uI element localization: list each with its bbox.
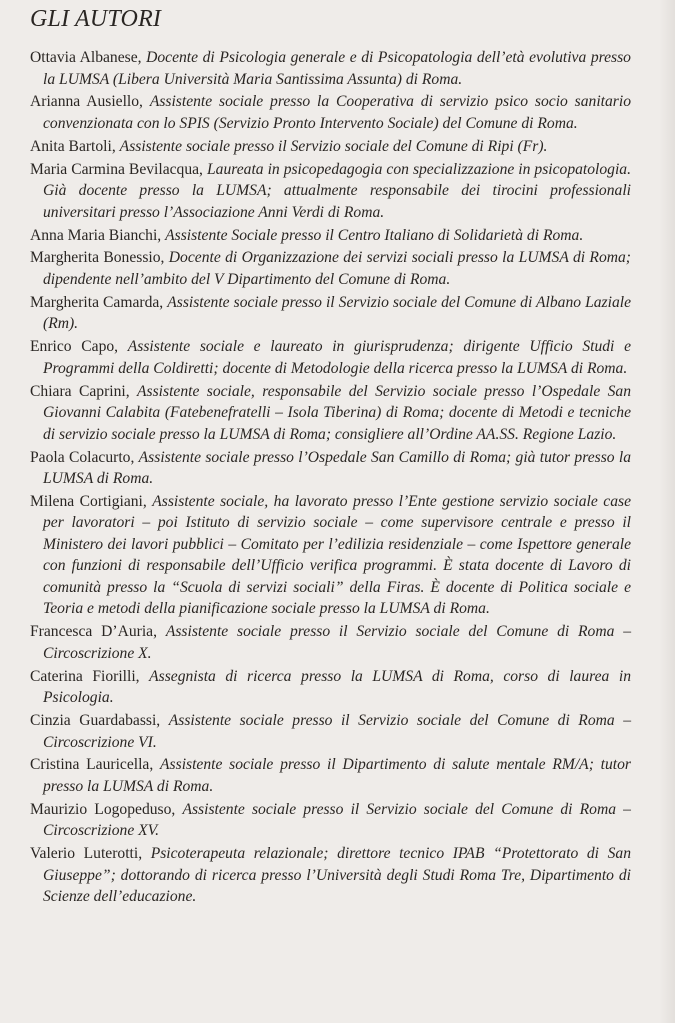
author-list <box>30 47 631 908</box>
author-entry <box>30 292 631 335</box>
author-entry <box>30 754 631 797</box>
author-name: Anita Bartoli, <box>30 137 116 155</box>
author-role: Assistente sociale, responsabile del Servizio sociale presso l’Ospedale San Giovanni Calabita (Fatebenefratelli – Isola Tiberina) di Roma; docente di Metodi e tecniche di servizio sociale presso la LUMSA di Roma; consigliere all’Ordine AA.SS. Regione Lazio. <box>43 382 632 443</box>
author-entry <box>30 381 631 446</box>
page-edge-shadow <box>659 0 675 1023</box>
page-title: GLI AUTORI <box>30 6 162 32</box>
author-name: Maurizio Logopeduso, <box>30 800 176 818</box>
author-entry <box>30 666 631 709</box>
author-name: Cristina Lauricella, <box>30 756 154 774</box>
author-name: Ottavia Albanese, <box>30 49 142 66</box>
author-role: Docente di Organizzazione dei servizi sociali presso la LUMSA di Roma; dipendente nell’ambito del V Dipartimento del Comune di Roma. <box>43 249 631 288</box>
author-entry <box>30 447 631 490</box>
author-role: Assistente sociale presso la Cooperativa di servizio psico socio sanitario convenzionata con lo SPIS (Servizio Pronto Intervento Sociale) del Comune di Roma. <box>43 93 631 132</box>
author-name: Paola Colacurto, <box>30 448 135 466</box>
author-name: Chiara Caprini, <box>30 382 130 400</box>
author-role: Assistente sociale presso il Servizio sociale del Comune di Roma – Circoscrizione VI. <box>43 712 631 751</box>
author-entry <box>30 225 631 247</box>
author-role: Assistente sociale e laureato in giurisprudenza; dirigente Ufficio Studi e Programmi della Coldiretti; docente di Metodologie della ricerca presso la LUMSA di Roma. <box>43 338 632 377</box>
author-name: Arianna Ausiello, <box>30 93 143 111</box>
author-role: Assistente sociale presso il Servizio sociale del Comune di Roma – Circoscrizione XV. <box>43 800 631 840</box>
author-role: Docente di Psicologia generale e di Psicopatologia dell’età evolutiva presso la LUMSA (Libera Università Maria Santissima Assunta) di Roma. <box>43 49 631 88</box>
author-name: Margherita Camarda, <box>30 293 164 311</box>
author-role: Assistente sociale presso l’Ospedale San Camillo di Roma; già tutor presso la LUMSA di Roma. <box>43 448 631 488</box>
author-entry <box>30 843 631 908</box>
author-role: Assistente sociale, ha lavorato presso l’Ente gestione servizio sociale case per lavoratori – poi Istituto di servizio sociale – come supervisore centrale e presso il Ministero dei lavori pubblici – Comitato per l’edilizia residenziale – come Ispettore generale con funzioni di responsabile dell’Ufficio verifica programmi. È stata docente di Lavoro di comunità presso la “Scuola di servizi sociali” della Firas. È docente di Politica sociale e Teoria e metodi della pianificazione sociale presso la LUMSA di Roma. <box>43 492 631 618</box>
author-role: Laureata in psicopedagogia con specializzazione in psicopatologia. Già docente presso la LUMSA; attualmente responsabile dei tirocini professionali universitari presso l’Associazione Anni Verdi di Roma. <box>43 160 632 221</box>
author-entry <box>30 247 631 290</box>
author-entry <box>30 159 631 224</box>
author-entry <box>30 136 631 158</box>
author-name: Cinzia Guardabassi, <box>30 712 161 730</box>
author-role: Assistente sociale presso il Servizio sociale del Comune di Roma – Circoscrizione X. <box>43 623 631 662</box>
author-name: Valerio Luterotti, <box>30 845 143 863</box>
author-entry <box>30 621 631 664</box>
author-name: Caterina Fiorilli, <box>30 667 140 685</box>
author-entry <box>30 799 631 842</box>
author-entry <box>30 710 631 753</box>
author-entry <box>30 491 631 620</box>
author-name: Francesca D’Auria, <box>30 623 158 641</box>
author-entry <box>30 47 631 90</box>
author-name: Maria Carmina Bevilacqua, <box>30 160 203 178</box>
author-name: Margherita Bonessio, <box>30 249 165 267</box>
author-entry <box>30 91 631 134</box>
author-role: Assegnista di ricerca presso la LUMSA di Roma, corso di laurea in Psicologia. <box>43 667 631 707</box>
author-name: Milena Cortigiani, <box>30 492 147 510</box>
author-name: Enrico Capo, <box>30 338 119 356</box>
author-role: Assistente Sociale presso il Centro Italiano di Solidarietà di Roma. <box>165 226 584 244</box>
author-role: Assistente sociale presso il Servizio sociale del Comune di Albano Laziale (Rm). <box>43 293 632 333</box>
author-role: Assistente sociale presso il Dipartimento di salute mentale RM/A; tutor presso la LUMSA di Roma. <box>43 756 631 795</box>
author-entry <box>30 336 631 379</box>
author-name: Anna Maria Bianchi, <box>30 226 162 244</box>
author-role: Assistente sociale presso il Servizio sociale del Comune di Ripi (Fr). <box>119 137 548 155</box>
author-role: Psicoterapeuta relazionale; direttore tecnico IPAB “Protettorato di San Giuseppe”; dottorando di ricerca presso l’Università degli Studi Roma Tre, Dipartimento di Scienze dell’educazione. <box>43 845 631 906</box>
